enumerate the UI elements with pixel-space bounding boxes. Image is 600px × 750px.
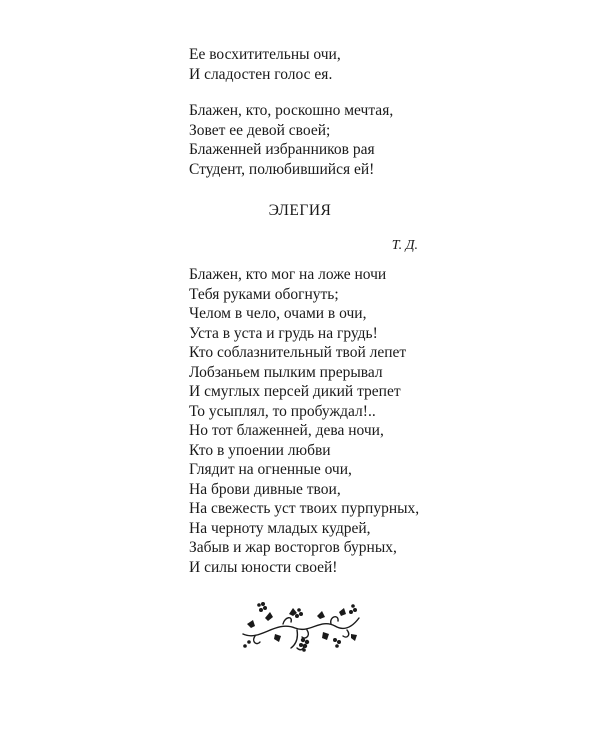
verse-line: Блажен, кто мог на ложе ночи bbox=[189, 266, 387, 283]
verse-line: Лобзаньем пылким прерывал bbox=[189, 363, 383, 381]
verse-line: Блаженней избранников рая bbox=[189, 141, 375, 158]
verse-line: Кто соблазнительный твой лепет bbox=[189, 344, 407, 361]
verse-line: Челом в чело, очами в очи, bbox=[189, 305, 367, 322]
verse-line: И силы юности своей! bbox=[189, 558, 338, 576]
verse-line: Но тот блаженней, дева ночи, bbox=[189, 422, 384, 439]
stanza-2 bbox=[189, 101, 393, 179]
verse-line: Уста в уста и грудь на грудь! bbox=[189, 324, 378, 342]
verse-line: Блажен, кто, роскошно мечтая, bbox=[189, 102, 394, 119]
verse-line: Забыв и жар восторгов бурных, bbox=[189, 539, 397, 556]
poem-dedication: Т. Д. bbox=[391, 238, 418, 253]
grapevine-vignette-icon bbox=[235, 590, 365, 670]
verse-line: И смуглых персей дикий трепет bbox=[189, 383, 401, 400]
verse-line: Кто в упоении любви bbox=[189, 441, 331, 459]
verse-line: Глядит на огненные очи, bbox=[189, 461, 352, 478]
verse-line: Ее восхитительны очи, bbox=[189, 46, 341, 63]
poem-title: ЭЛЕГИЯ bbox=[268, 202, 332, 219]
verse-line: Зовет ее девой своей; bbox=[189, 121, 331, 139]
stanza-1 bbox=[189, 45, 341, 84]
verse-line: На свежесть уст твоих пурпурных, bbox=[189, 500, 420, 517]
verse-line: На брови дивные твои, bbox=[189, 480, 341, 498]
verse-line: То усыплял, то пробуждал!.. bbox=[189, 402, 376, 420]
verse-line: Студент, полюбившийся ей! bbox=[189, 160, 375, 178]
verse-line: Тебя руками обогнуть; bbox=[189, 285, 339, 303]
poem-body bbox=[189, 265, 419, 577]
verse-line: На черноту младых кудрей, bbox=[189, 519, 371, 537]
verse-line: И сладостен голос ея. bbox=[189, 65, 333, 83]
